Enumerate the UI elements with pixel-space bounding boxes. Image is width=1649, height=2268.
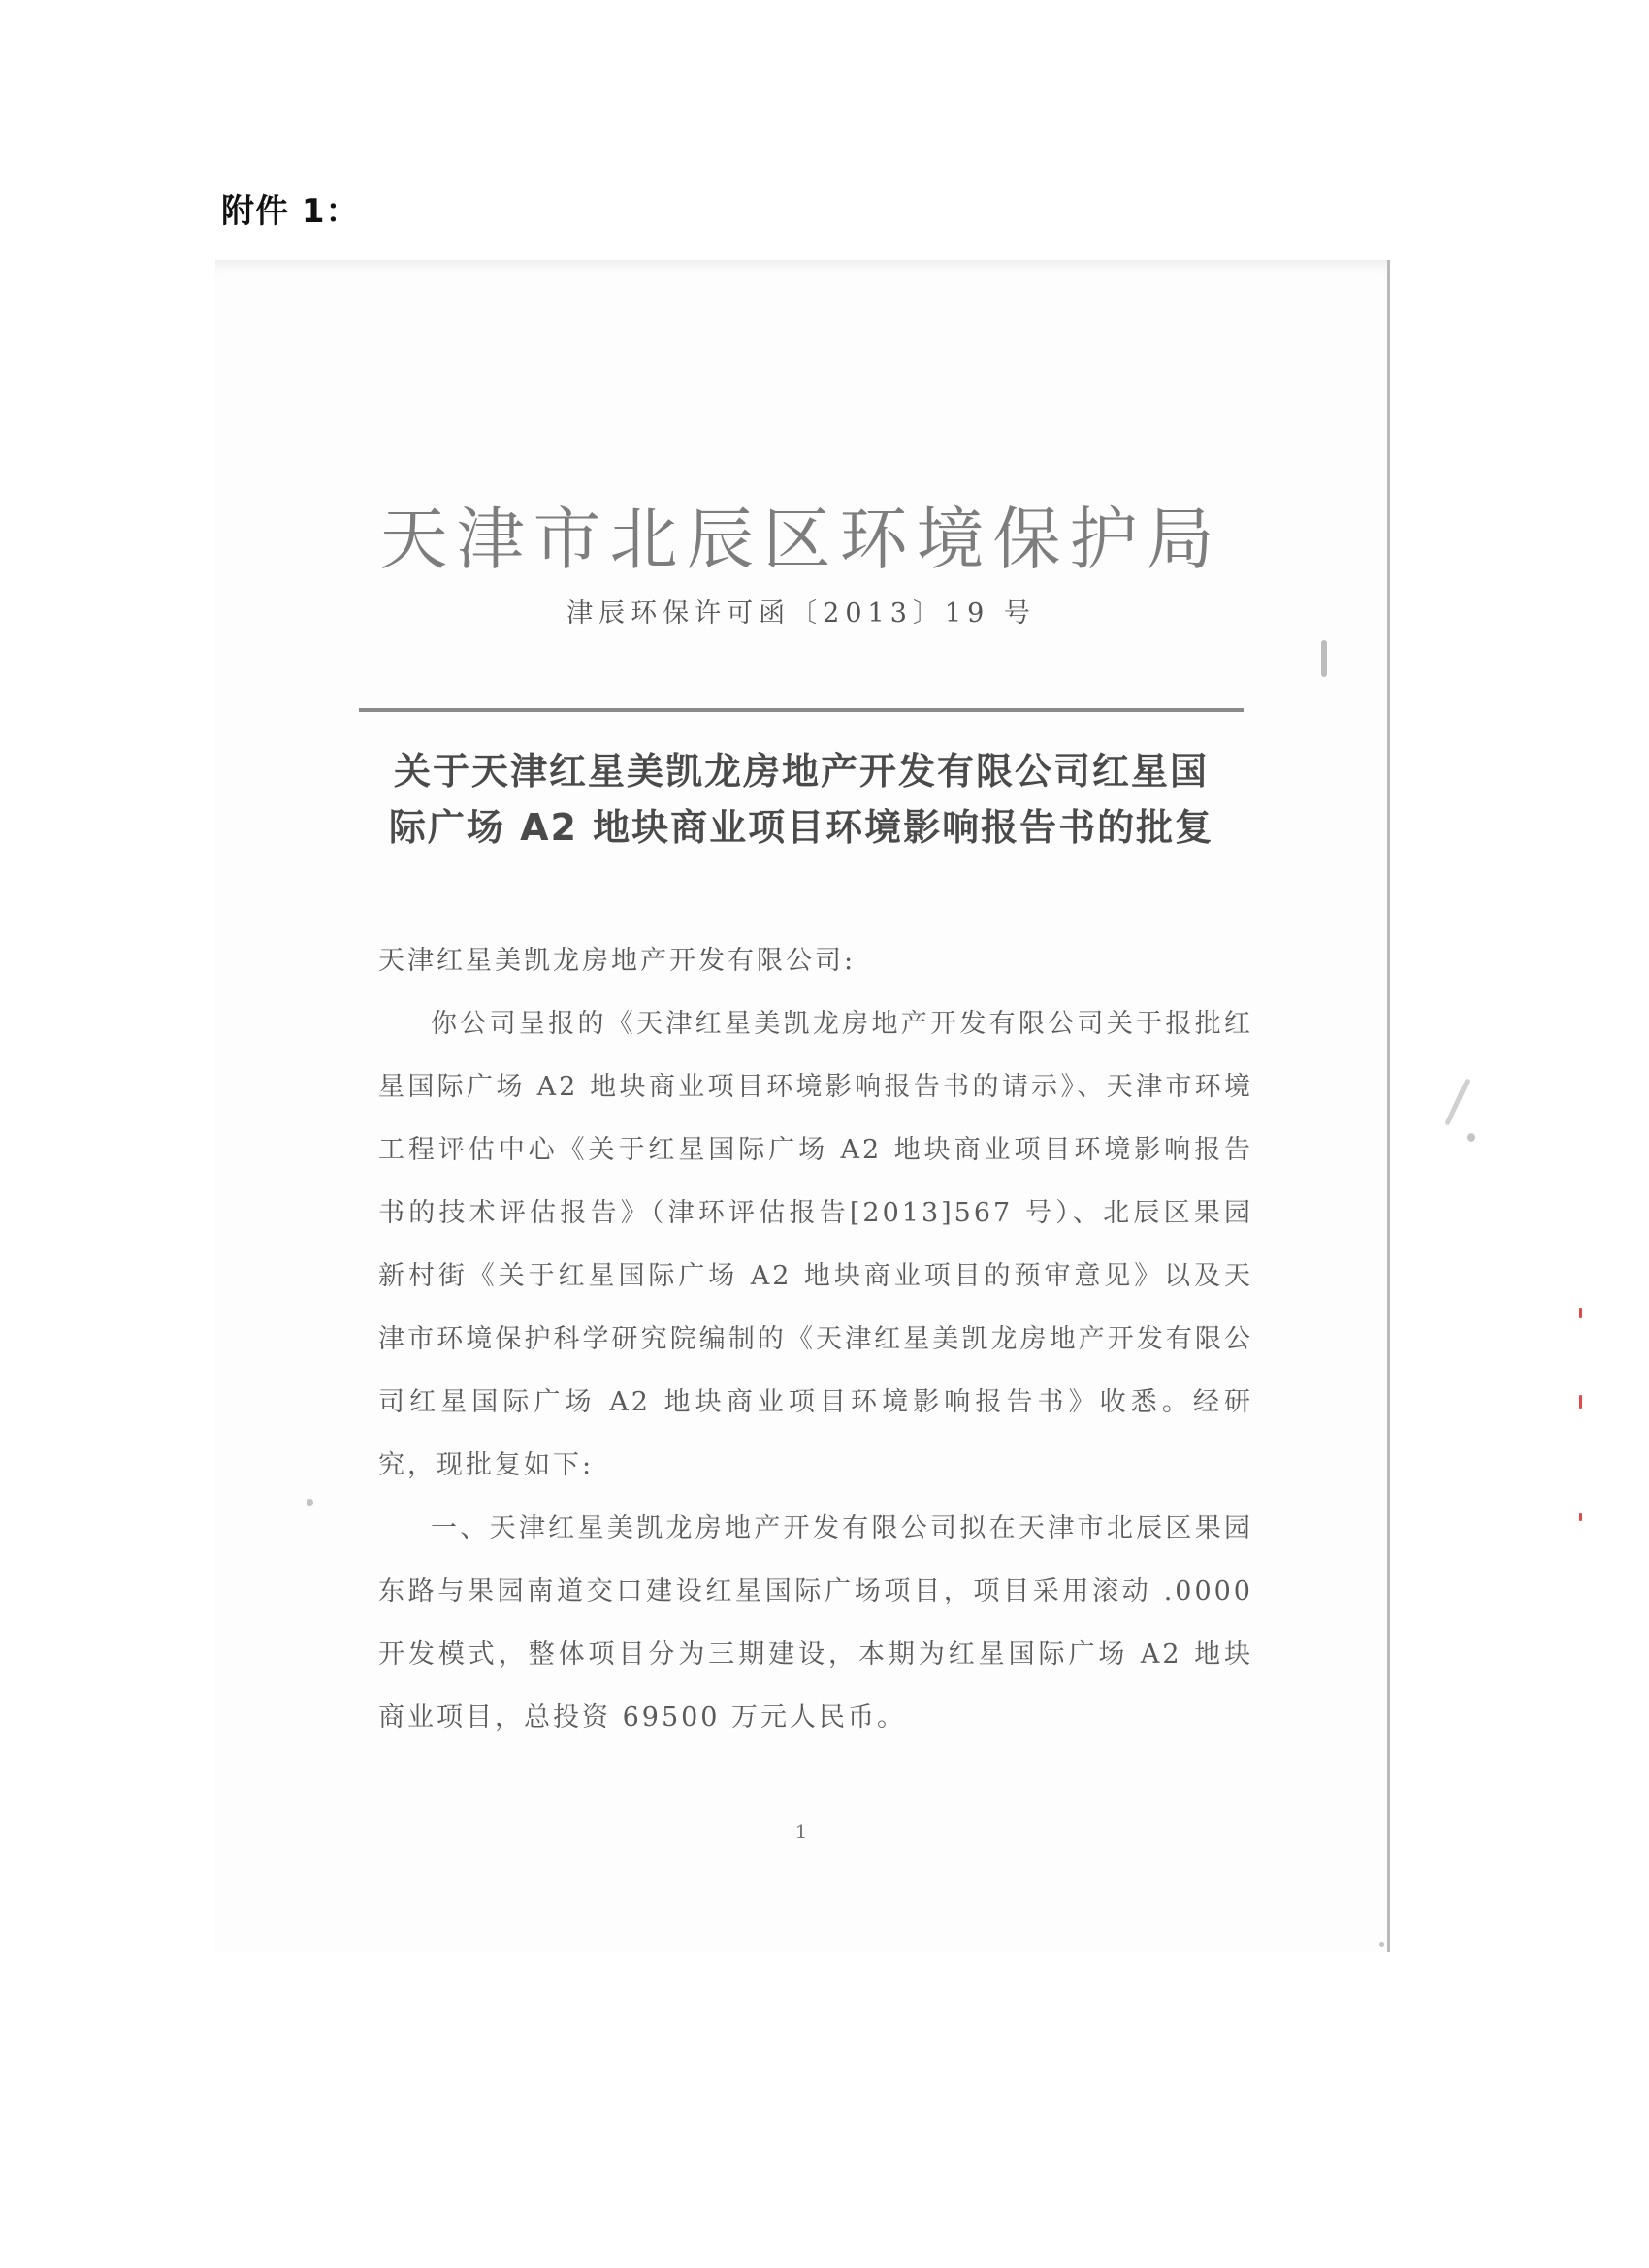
document-title	[359, 743, 1244, 856]
scan-speck	[307, 1499, 313, 1506]
scan-speck	[1579, 1513, 1582, 1521]
scan-speck	[1579, 1395, 1582, 1409]
document-title-line-2: 际广场 A2 地块商业项目环境影响报告书的批复	[388, 806, 1214, 849]
document-body	[378, 992, 1253, 1749]
scan-speck	[1379, 1942, 1384, 1947]
addressee: 天津红星美凯龙房地产开发有限公司:	[378, 946, 857, 976]
bureau-title: 天津市北辰区环境保护局	[379, 500, 1223, 579]
scan-speck	[1444, 1078, 1471, 1125]
scan-speck	[1467, 1133, 1475, 1142]
scanned-document-page	[215, 260, 1390, 1952]
header-divider	[359, 708, 1244, 712]
document-title-line-1: 关于天津红星美凯龙房地产开发有限公司红星国	[393, 750, 1209, 793]
page-number: 1	[794, 1820, 808, 1843]
scan-speck	[1579, 1308, 1582, 1318]
document-number: 津辰环保许可函〔2013〕19 号	[566, 599, 1036, 629]
scan-speck	[1321, 640, 1327, 677]
body-paragraph-1: 你公司呈报的《天津红星美凯龙房地产开发有限公司关于报批红星国际广场 A2 地块商业项目环境影响报告书的请示》、天津市环境工程评估中心《关于红星国际广场 A2 地块商业项目环境影响报告书的技术评估报告》（津环评估报告[2013]567 号）、北辰区果园新村街《关于红星国际广场 A2 地块商业项目的预审意见》以及天津市环境保护科学研究院编制的《天津红星美凯龙房地产开发有限公司红星国际广场 A2 地块商业项目环境影响报告书》收悉。经研究，现批复如下:	[378, 1009, 1253, 1480]
body-paragraph-2: 一、天津红星美凯龙房地产开发有限公司拟在天津市北辰区果园东路与果园南道交口建设红星国际广场项目，项目采用滚动 .0000 开发模式，整体项目分为三期建设，本期为红星国际广场 A2 地块商业项目，总投资 69500 万元人民币。	[378, 1513, 1253, 1733]
attachment-label: 附件 1：	[221, 192, 360, 231]
